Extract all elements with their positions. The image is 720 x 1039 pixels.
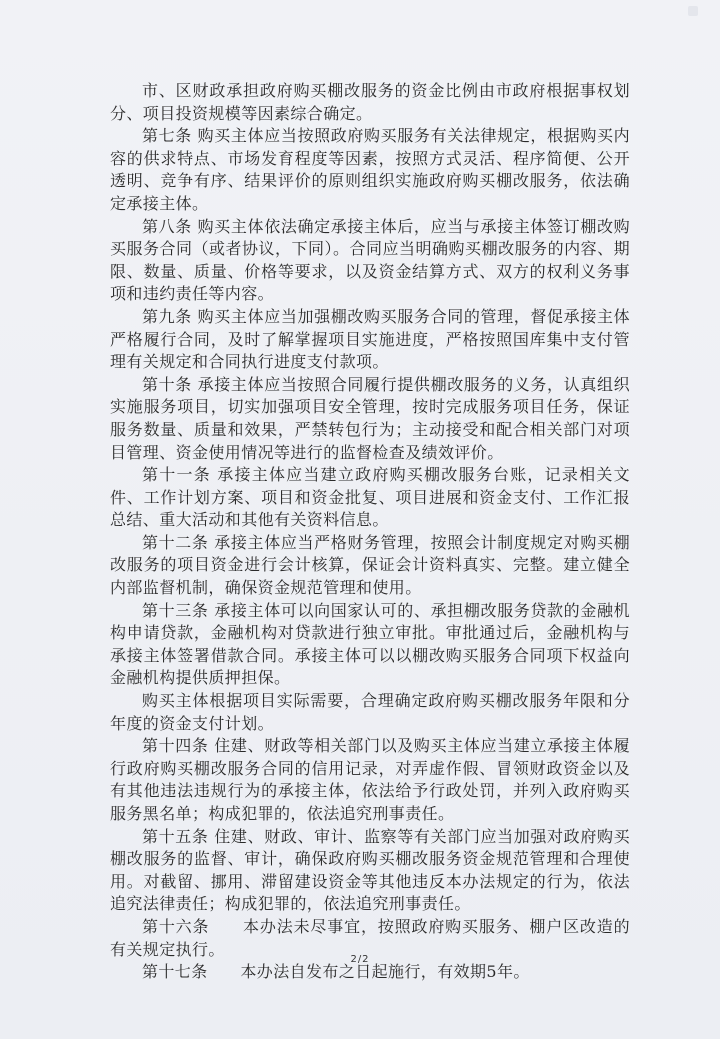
article-7: 第七条 购买主体应当按照政府购买服务有关法律规定，根据购买内容的供求特点、市场发育程度等因素，按照方式灵活、程序简便、公开透明、竞争有序、结果评价的原则组织实施政府购买棚改服务，依法确定承接主体。	[110, 126, 630, 213]
article-15: 第十五条 住建、财政、审计、监察等有关部门应当加强对政府购买棚改服务的监督、审计，确保政府购买棚改服务资金规范管理和合理使用。对截留、挪用、滞留建设资金等其他违反本办法规定的行为，依法追究法律责任；构成犯罪的，依法追究刑事责任。	[110, 826, 630, 914]
article-10: 第十条 承接主体应当按照合同履行提供棚改服务的义务，认真组织实施服务项目，切实加强项目安全管理，按时完成服务项目任务，保证服务数量、质量和效果，严禁转包行为；主动接受和配合相关部门对项目管理、资金使用情况等进行的监督检查及绩效评价。	[110, 374, 630, 462]
article-13: 第十三条 承接主体可以向国家认可的、承担棚改服务贷款的金融机构申请贷款，金融机构对贷款进行独立审批。审批通过后，金融机构与承接主体签署借款合同。承接主体可以以棚改购买服务合同项下权益向金融机构提供质押担保。	[110, 600, 630, 688]
article-12: 第十二条 承接主体应当严格财务管理，按照会计制度规定对购买棚改服务的项目资金进行会计核算，保证会计资料真实、完整。建立健全内部监督机制，确保资金规范管理和使用。	[110, 532, 630, 598]
article-17: 第十七条 本办法自发布之日起施行，有效期5年。	[142, 962, 530, 982]
article-9: 第九条 购买主体应当加强棚改购买服务合同的管理，督促承接主体严格履行合同，及时了解掌握项目实施进度，严格按照国库集中支付管理有关规定和合同执行进度支付款项。	[110, 306, 630, 372]
article-8: 第八条 购买主体依法确定承接主体后，应当与承接主体签订棚改购买服务合同（或者协议，下同）。合同应当明确购买棚改服务的内容、期限、数量、质量、价格等要求，以及资金结算方式、双方的权利义务事项和违约责任等内容。	[110, 216, 630, 304]
article-11: 第十一条 承接主体应当建立政府购买棚改服务台账，记录相关文件、工作计划方案、项目和资金批复、项目进展和资金支付、工作汇报总结、重大活动和其他有关资料信息。	[110, 465, 630, 530]
paragraph-service-term: 购买主体根据项目实际需要，合理确定政府购买棚改服务年限和分年度的资金支付计划。	[110, 691, 630, 733]
document-body	[110, 80, 630, 984]
page-number: 2/2	[350, 954, 370, 965]
article-16: 第十六条 本办法未尽事宜，按照政府购买服务、棚户区改造的有关规定执行。	[110, 916, 630, 959]
article-14: 第十四条 住建、财政等相关部门以及购买主体应当建立承接主体履行政府购买棚改服务合同的信用记录，对弄虚作假、冒领财政资金以及有其他违法违规行为的承接主体，依法给予行政处罚，并列入政府购买服务黑名单；构成犯罪的，依法追究刑事责任。	[110, 736, 630, 823]
paragraph-funding-ratio: 市、区财政承担政府购买棚改服务的资金比例由市政府根据事权划分、项目投资规模等因素综合确定。	[110, 81, 630, 123]
scan-mark	[688, 6, 698, 16]
